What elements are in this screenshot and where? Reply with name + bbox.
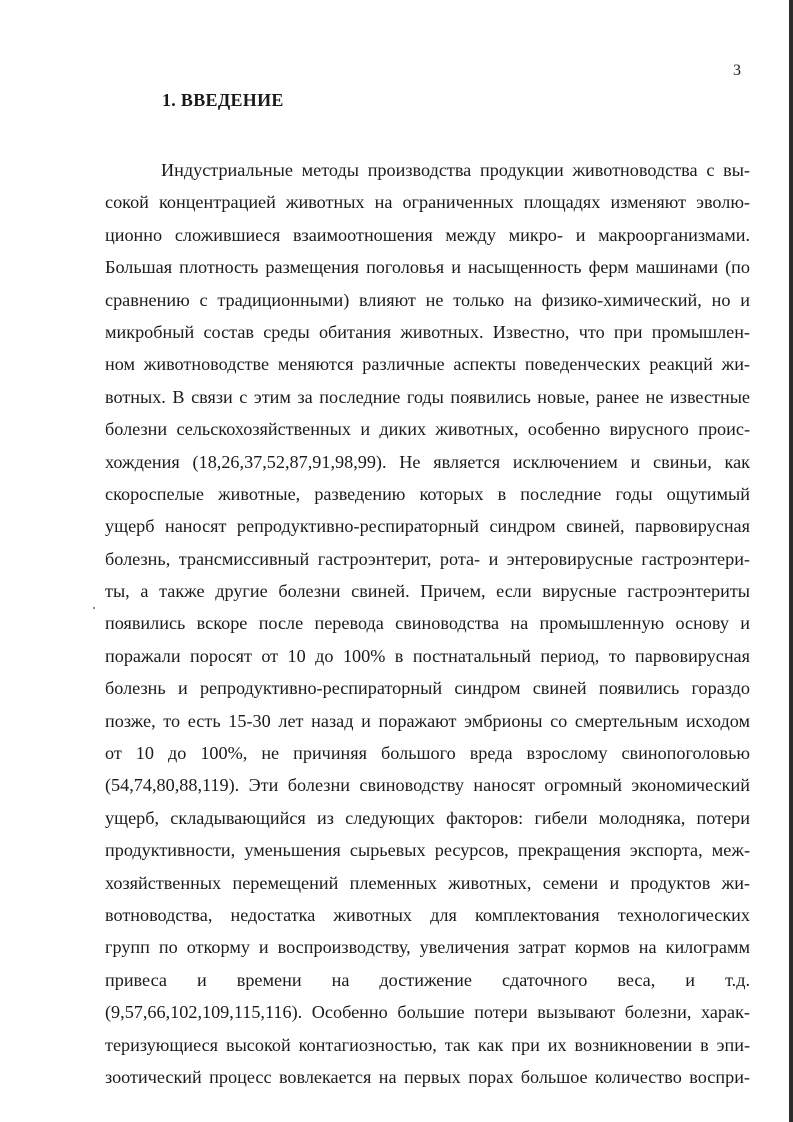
scan-edge [789, 0, 793, 1122]
text-line: болезнь и репродуктивно-респираторный синдром свиней появились гораздо [105, 678, 750, 699]
text-line: ционно сложившиеся взаимоотношения между микро- и макроорганизмами. [105, 224, 750, 245]
text-line: групп по откорму и воспроизводству, увеличения затрат кормов на килограмм [105, 937, 750, 958]
text-line: сравнению с традиционными) влияют не только на физико-химический, но и [105, 289, 750, 310]
text-line: болезнь, трансмиссивный гастроэнтерит, рота- и энтеровирусные гастроэнтери- [105, 548, 750, 569]
text-line: позже, то есть 15-30 лет назад и поражают эмбрионы со смертельным исходом [105, 710, 750, 731]
section-heading: 1. ВВЕДЕНИЕ [162, 90, 284, 110]
text-line: сокой концентрацией животных на ограниченных площадях изменяют эволю- [105, 192, 750, 213]
text-line: вотноводства, недостатка животных для комплектования технологических [105, 904, 750, 925]
body-paragraph [105, 154, 750, 1093]
text-line: Большая плотность размещения поголовья и насыщенность ферм машинами (по [105, 257, 750, 278]
text-line: ущерб, складывающийся из следующих факторов: гибели молодняка, потери [105, 807, 750, 828]
page-number: 3 [733, 62, 741, 79]
text-line: привеса и времени на достижение сдаточного веса, и т.д. [105, 969, 750, 990]
text-line: (54,74,80,88,119). Эти болезни свиноводству наносят огромный экономический [105, 775, 750, 796]
text-line: зоотический процесс вовлекается на первых порах большое количество воспри- [105, 1066, 750, 1087]
text-line: теризующиеся высокой контагиозностью, так как при их возникновении в эпи- [105, 1034, 750, 1055]
text-line: (9,57,66,102,109,115,116). Особенно большие потери вызывают болезни, харак- [105, 1002, 750, 1023]
text-line: хозяйственных перемещений племенных животных, семени и продуктов жи- [105, 872, 750, 893]
scan-speck [93, 607, 95, 609]
text-line: появились вскоре после перевода свиноводства на промышленную основу и [105, 613, 750, 634]
text-line: от 10 до 100%, не причиняя большого вреда взрослому свинопоголовью [105, 743, 750, 764]
text-line: поражали поросят от 10 до 100% в постнатальный период, то парвовирусная [105, 645, 750, 666]
text-line: болезни сельскохозяйственных и диких животных, особенно вирусного проис- [105, 419, 750, 440]
text-line: хождения (18,26,37,52,87,91,98,99). Не является исключением и свиньи, как [105, 451, 750, 472]
text-line: ном животноводстве меняются различные аспекты поведенческих реакций жи- [105, 354, 750, 375]
text-line: ты, а также другие болезни свиней. Причем, если вирусные гастроэнтериты [105, 581, 750, 602]
text-line: вотных. В связи с этим за последние годы появились новые, ранее не известные [105, 386, 750, 407]
text-line: скороспелые животные, разведению которых в последние годы ощутимый [105, 483, 750, 504]
text-line: Индустриальные методы производства продукции животноводства с вы- [161, 160, 750, 180]
text-line: продуктивности, уменьшения сырьевых ресурсов, прекращения экспорта, меж- [105, 840, 750, 861]
text-line: ущерб наносят репродуктивно-респираторный синдром свиней, парвовирусная [105, 516, 750, 537]
text-line: микробный состав среды обитания животных. Известно, что при промышлен- [105, 321, 750, 342]
